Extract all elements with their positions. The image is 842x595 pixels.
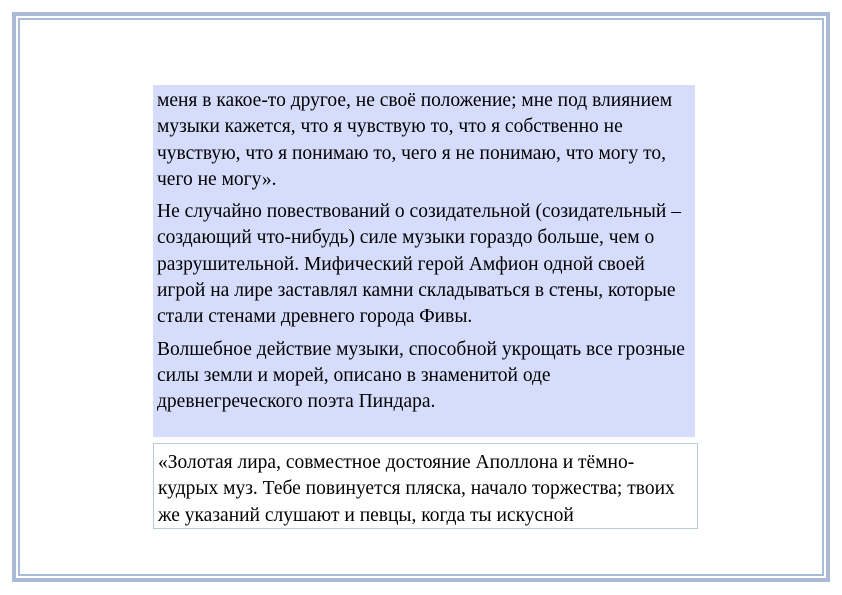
quote-block: [153, 443, 698, 529]
paragraph-3: Волшебное действие музыки, способной укрощать все грозные силы земли и морей, описано в знаменитой оде древнегреческого поэта Пиндара.: [157, 338, 685, 413]
main-text-block: [153, 85, 695, 437]
paragraph-2: Не случайно повествований о созидательной (созидательный – создающий что-нибудь) силе музыки гораздо больше, чем о разрушительной. Мифический герой Амфион одной своей игрой на лире заставлял камни складываться в стены, которые стали стенами древнего города Фивы.: [157, 201, 681, 328]
paragraph-1: меня в какое-то другое, не своё положение; мне под влиянием музыки кажется, что я чувствую то, что я собственно не чувствую, что я понимаю то, чего я не понимаю, что могу то, чего не могу».: [157, 90, 673, 190]
quote-text: «Золотая лира, совместное достояние Аполлона и тёмно-кудрых муз. Тебе повинуется пляска, начало торжества; твоих же указаний слушают и певцы, когда ты искусной: [158, 452, 675, 526]
